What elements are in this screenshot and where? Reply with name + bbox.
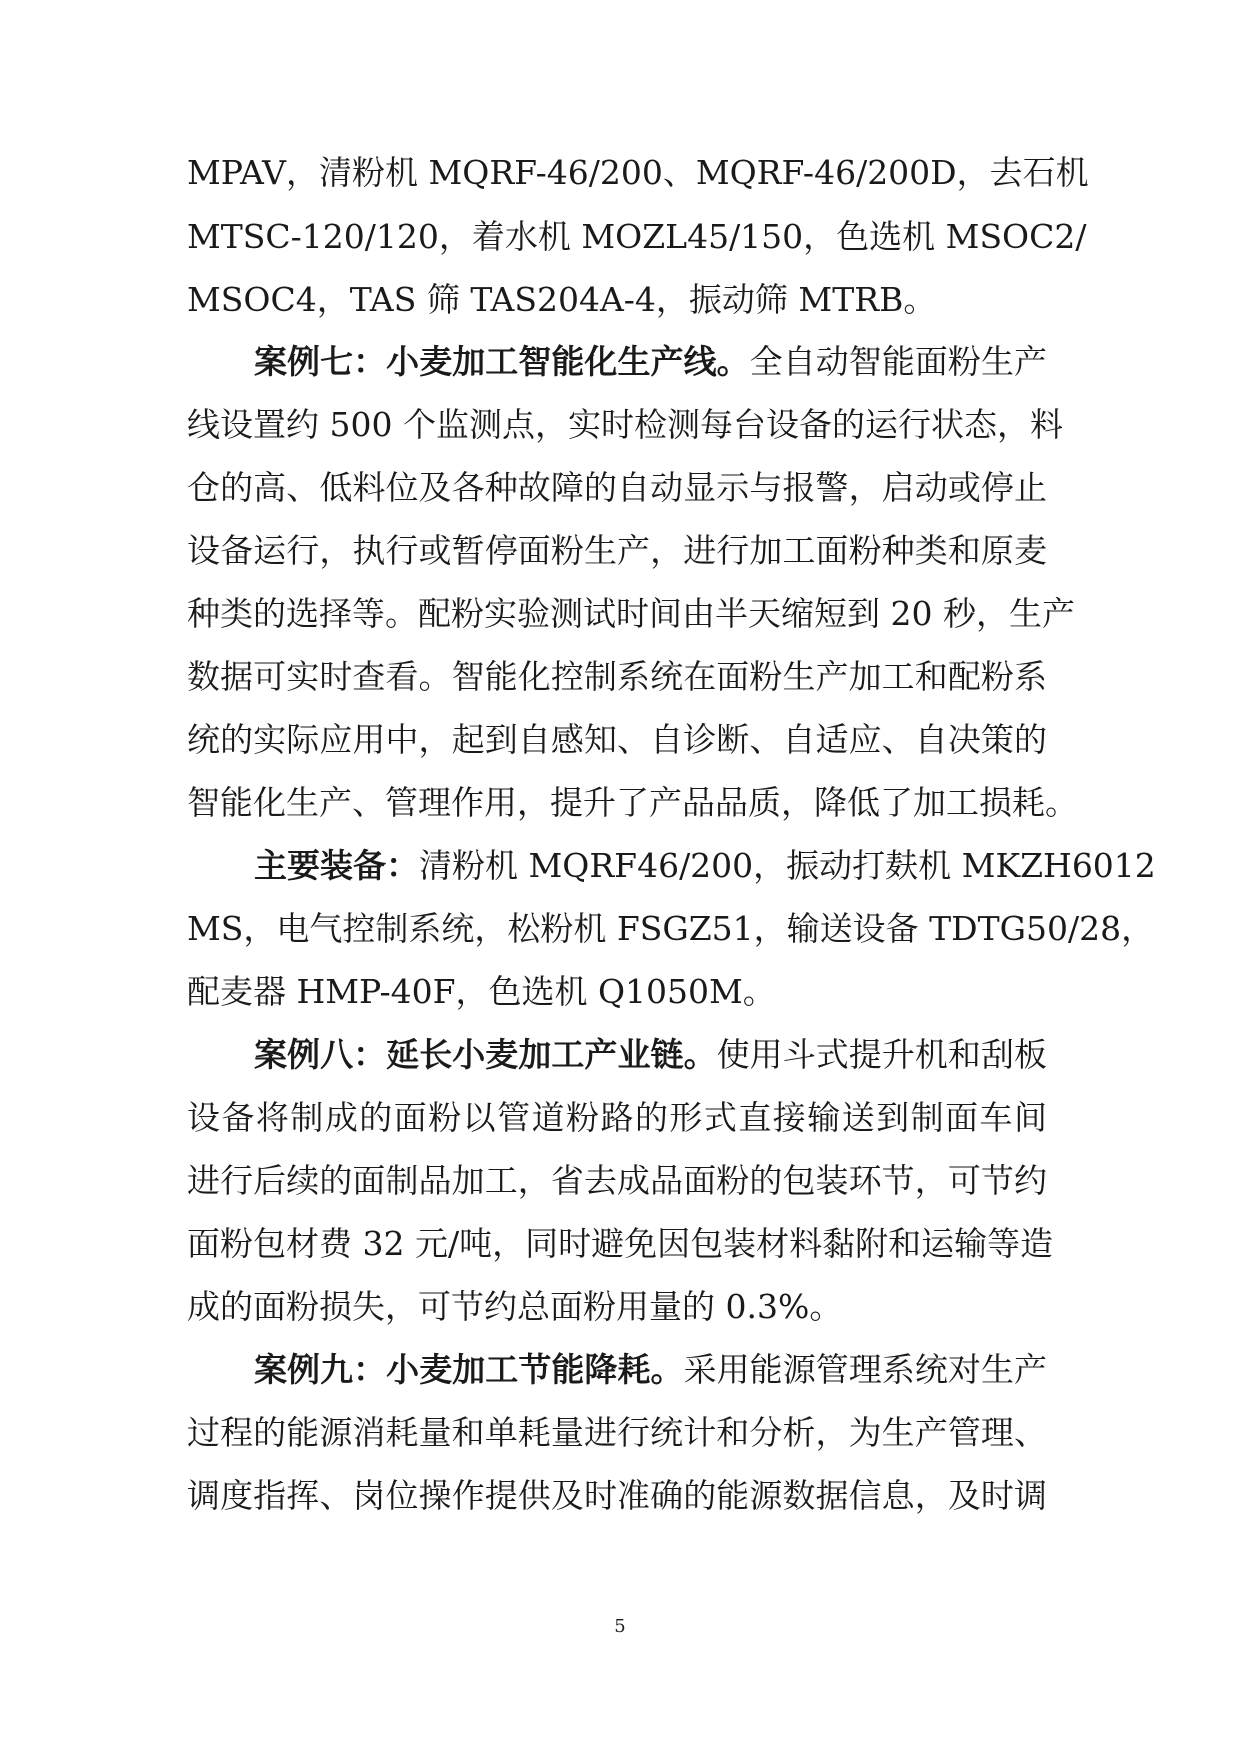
text-line: 种类的选择等。配粉实验测试时间由半天缩短到 20 秒，生产 (187, 594, 1075, 633)
case-heading: 案例七：小麦加工智能化生产线。 (254, 342, 750, 381)
case-heading: 案例九：小麦加工节能降耗。 (254, 1350, 684, 1389)
text-line: 线设置约 500 个监测点，实时检测每台设备的运行状态，料 (187, 405, 1063, 444)
page-number: 5 (614, 1616, 626, 1637)
text-line: 调度指挥、岗位操作提供及时准确的能源数据信息，及时调 (187, 1476, 1047, 1515)
case-heading: 案例八：延长小麦加工产业链。 (254, 1035, 717, 1074)
text-line: 数据可实时查看。智能化控制系统在面粉生产加工和配粉系 (187, 657, 1047, 696)
case-heading-line: 案例七：小麦加工智能化生产线。全自动智能面粉生产 (254, 342, 1048, 381)
case-heading-line: 案例九：小麦加工节能降耗。采用能源管理系统对生产 (254, 1350, 1048, 1389)
equipment-heading: 主要装备： (254, 846, 419, 885)
text-line: 进行后续的面制品加工，省去成品面粉的包装环节，可节约 (187, 1161, 1047, 1200)
text-line: 配麦器 HMP-40F，色选机 Q1050M。 (187, 972, 776, 1011)
text-line: 统的实际应用中，起到自感知、自诊断、自适应、自决策的 (187, 720, 1047, 759)
text-line: 面粉包材费 32 元/吨，同时避免因包装材料黏附和运输等造 (187, 1224, 1054, 1263)
text-line: MTSC-120/120，着水机 MOZL45/150，色选机 MSOC2/ (187, 217, 1087, 256)
case-heading-line: 案例八：延长小麦加工产业链。使用斗式提升机和刮板 (254, 1035, 1048, 1074)
text-line: MSOC4，TAS 筛 TAS204A-4，振动筛 MTRB。 (187, 280, 937, 319)
text-line: 设备将制成的面粉以管道粉路的形式直接输送到制面车间 (187, 1098, 1047, 1137)
text-line: 过程的能源消耗量和单耗量进行统计和分析，为生产管理、 (187, 1413, 1047, 1452)
text-line: MS，电气控制系统，松粉机 FSGZ51，输送设备 TDTG50/28， (187, 909, 1155, 948)
text-line: 设备运行，执行或暂停面粉生产，进行加工面粉种类和原麦 (187, 531, 1047, 570)
text-line: MPAV，清粉机 MQRF-46/200、MQRF-46/200D，去石机 (187, 153, 1089, 192)
equipment-heading-line: 主要装备：清粉机 MQRF46/200，振动打麸机 MKZH6012 (254, 846, 1156, 885)
text-line: 成的面粉损失，可节约总面粉用量的 0.3%。 (187, 1287, 843, 1326)
text-line: 仓的高、低料位及各种故障的自动显示与报警，启动或停止 (187, 468, 1047, 507)
text-line: 智能化生产、管理作用，提升了产品品质，降低了加工损耗。 (187, 783, 1078, 822)
